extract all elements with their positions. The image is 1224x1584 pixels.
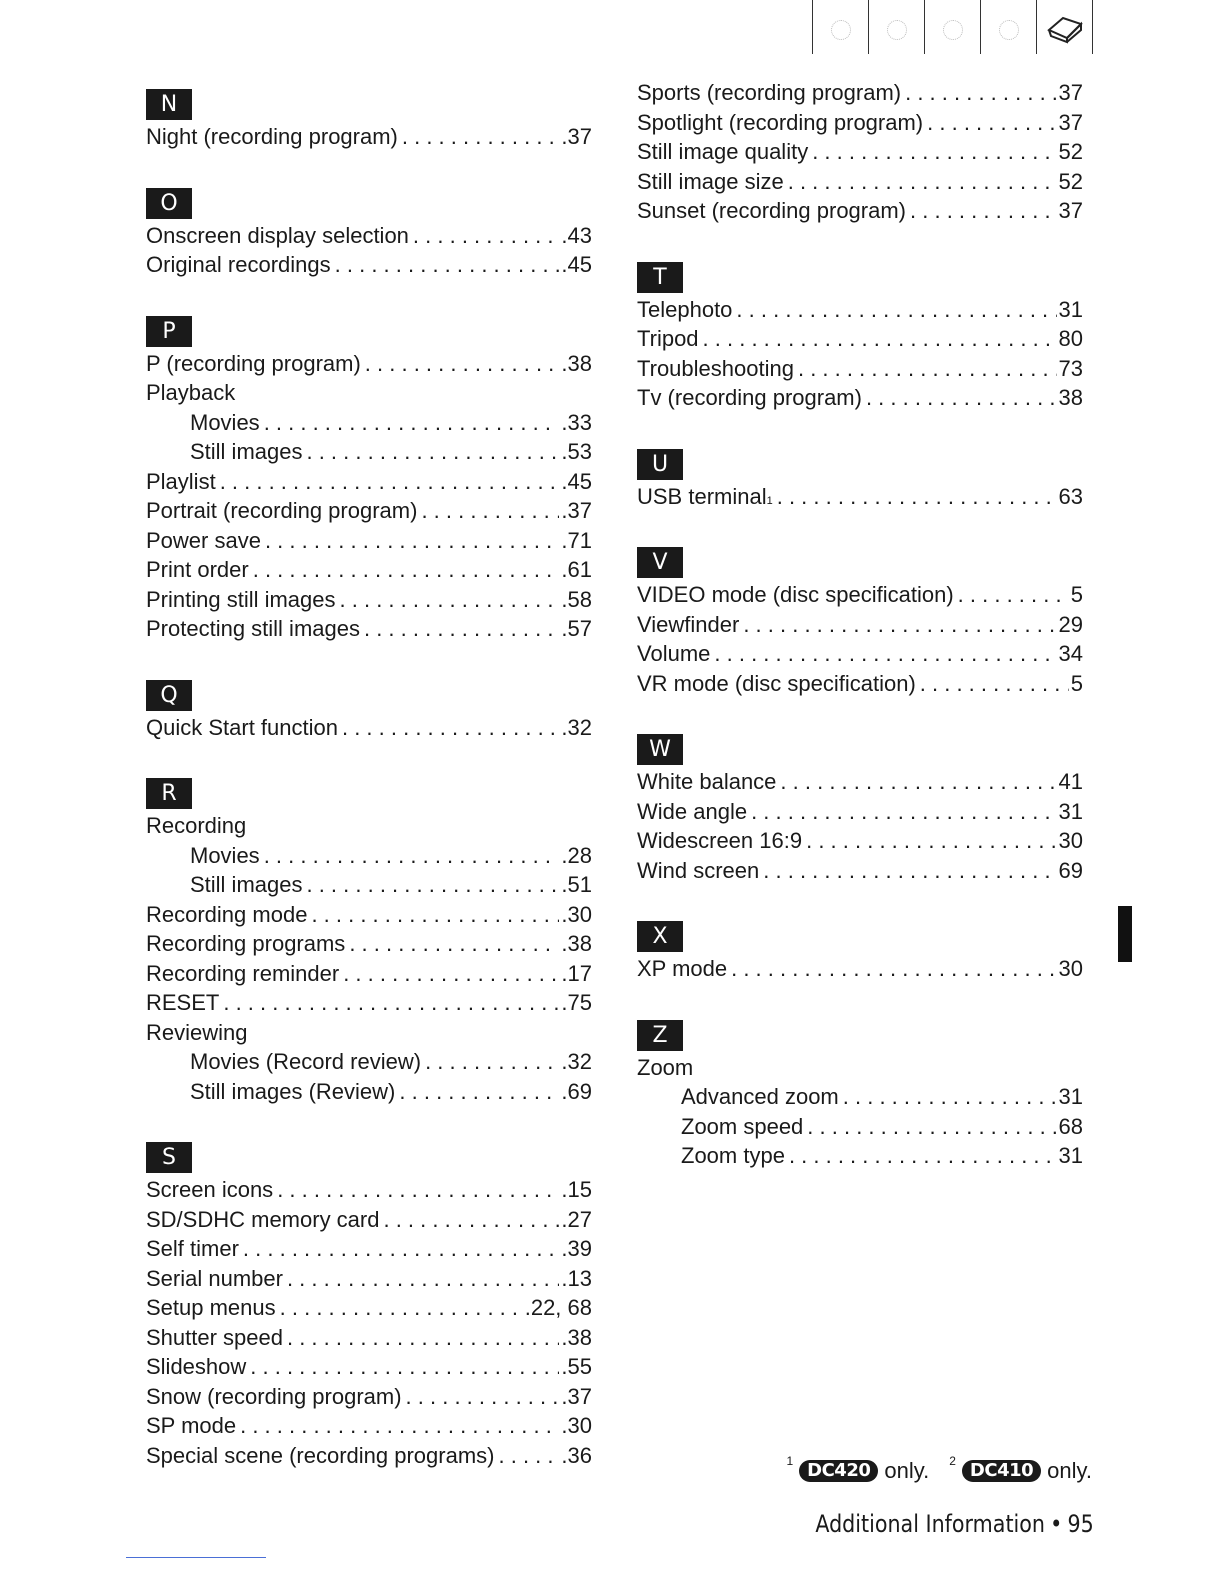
index-entry[interactable] <box>146 811 592 841</box>
page-reference[interactable]: 29 <box>1058 611 1083 637</box>
entry-label: Recording reminder <box>146 960 340 986</box>
index-entry[interactable] <box>146 1234 592 1264</box>
footnote-text: only. <box>884 1458 930 1483</box>
page-reference[interactable]: 37 <box>1058 198 1083 223</box>
page-footer <box>816 1510 1094 1538</box>
page-reference[interactable]: .75 <box>561 990 592 1015</box>
dot-leader <box>958 580 1069 610</box>
dot-leader <box>243 1234 559 1264</box>
dot-leader <box>287 1264 559 1294</box>
bottom-rule <box>126 1557 266 1558</box>
pencil-icon <box>999 20 1019 40</box>
dot-leader <box>342 713 559 743</box>
page-reference[interactable]: 73 <box>1058 355 1083 381</box>
page-reference[interactable]: .69 <box>561 1078 592 1104</box>
dot-leader <box>413 221 559 251</box>
entry-label: Zoom <box>637 1054 694 1080</box>
dot-leader <box>788 167 1057 197</box>
index-entry[interactable] <box>146 870 592 900</box>
dot-leader <box>751 797 1056 827</box>
entry-label: Wide angle <box>637 798 748 824</box>
entry-label: Troubleshooting <box>637 355 794 381</box>
entry-label: USB terminal <box>637 483 767 509</box>
dot-leader <box>277 1175 559 1205</box>
index-section <box>637 251 1083 413</box>
index-entry[interactable] <box>637 1053 1083 1083</box>
dot-leader <box>763 856 1056 886</box>
tab-gear-icon[interactable] <box>924 0 980 54</box>
dot-leader <box>425 1047 559 1077</box>
index-entry[interactable] <box>146 467 592 497</box>
page-reference[interactable]: 69 <box>1058 857 1083 883</box>
page-reference[interactable]: .45 <box>561 468 592 494</box>
page-reference[interactable]: 52 <box>1058 139 1083 164</box>
page-reference[interactable]: .17 <box>561 960 592 986</box>
entry-label: Playlist <box>146 468 216 494</box>
dot-leader <box>311 900 559 930</box>
index-entry[interactable] <box>146 1205 592 1235</box>
page-reference[interactable]: .30 <box>561 1413 592 1438</box>
index-section <box>146 305 592 644</box>
dot-leader <box>343 959 559 989</box>
sparkle-icon <box>887 20 907 40</box>
entry-label: Tv (recording program) <box>637 385 862 410</box>
entry-label: SP mode <box>146 1413 237 1438</box>
page-reference[interactable]: .38 <box>561 1324 592 1350</box>
page-reference[interactable]: .28 <box>561 842 592 868</box>
entry-label: VR mode (disc specification) <box>637 670 916 696</box>
tab-sparkle-icon[interactable] <box>868 0 924 54</box>
page-reference[interactable]: .38 <box>561 931 592 956</box>
index-entry[interactable] <box>637 108 1083 138</box>
index-entry[interactable] <box>146 713 592 743</box>
entry-label: Recording <box>146 813 247 838</box>
dot-leader <box>421 496 559 526</box>
dot-leader <box>920 669 1069 699</box>
page-reference[interactable]: 37 <box>1058 109 1083 135</box>
index-entry[interactable]: USB terminal 1 . . . 63 <box>637 482 1083 512</box>
index-entry[interactable] <box>146 1018 592 1048</box>
page-reference[interactable]: .55 <box>561 1354 592 1379</box>
index-entry[interactable] <box>146 929 592 959</box>
index-entry[interactable] <box>146 496 592 526</box>
page-reference[interactable]: 34 <box>1058 641 1083 666</box>
page-reference[interactable]: 38 <box>1058 385 1083 410</box>
entry-label: Special scene (recording programs) <box>146 1442 495 1468</box>
page-reference[interactable]: .45 <box>561 252 592 277</box>
index-entry[interactable] <box>637 610 1083 640</box>
entry-label: White balance <box>637 769 777 794</box>
index-entry[interactable] <box>146 526 592 556</box>
section-letter-heading: O <box>146 188 192 219</box>
dot-leader <box>240 1411 559 1441</box>
index-entry[interactable] <box>146 378 592 408</box>
dot-leader <box>812 137 1056 167</box>
dot-leader <box>265 526 559 556</box>
page-reference[interactable]: 30 <box>1058 828 1083 853</box>
entry-label: Onscreen display selection <box>146 222 409 248</box>
dot-leader <box>250 1352 559 1382</box>
entry-label: Recording mode <box>146 901 308 927</box>
section-letter-heading: U <box>637 449 683 480</box>
page-reference[interactable]: 80 <box>1058 326 1083 351</box>
index-entry[interactable] <box>146 1264 592 1294</box>
index-entry[interactable] <box>637 1141 1083 1171</box>
page-reference[interactable]: .58 <box>561 586 592 612</box>
tab-book-icon[interactable] <box>1036 0 1093 54</box>
index-entry[interactable] <box>146 122 592 152</box>
index-entry[interactable] <box>637 295 1083 325</box>
dot-leader <box>806 826 1056 856</box>
page-reference[interactable]: 68 <box>1058 1113 1083 1139</box>
page-reference[interactable]: .33 <box>561 409 592 435</box>
dot-leader <box>383 1205 559 1235</box>
index-entry[interactable] <box>637 1082 1083 1112</box>
index-entry[interactable] <box>146 1411 592 1441</box>
index-left-column <box>146 78 592 1495</box>
dot-leader <box>340 585 560 615</box>
dot-leader <box>798 354 1057 384</box>
entry-label: Viewfinder <box>637 611 740 637</box>
entry-label: Printing still images <box>146 586 336 612</box>
page-reference[interactable]: .37 <box>561 1383 592 1409</box>
entry-label: Playback <box>146 380 236 405</box>
entry-label: Self timer <box>146 1236 239 1261</box>
dot-leader <box>743 610 1056 640</box>
page-reference[interactable]: .37 <box>561 124 592 149</box>
dot-leader <box>866 383 1057 413</box>
dot-leader <box>402 122 560 152</box>
entry-label: Quick Start function <box>146 714 338 740</box>
entry-label: Serial number <box>146 1265 283 1291</box>
book-icon <box>1045 10 1085 46</box>
page-reference[interactable]: 31 <box>1058 1143 1083 1168</box>
footnotes <box>772 1454 1092 1484</box>
index-entry[interactable] <box>637 856 1083 886</box>
index-entry[interactable] <box>146 1441 592 1471</box>
entry-label: Still images (Review) <box>190 1078 396 1104</box>
index-entry[interactable] <box>146 437 592 467</box>
entry-label: SD/SDHC memory card <box>146 1206 380 1232</box>
dot-leader <box>306 437 559 467</box>
dot-leader <box>731 954 1056 984</box>
page-reference[interactable]: 31 <box>1058 798 1083 824</box>
dot-leader <box>714 639 1056 669</box>
index-section <box>637 78 1083 226</box>
footnote-number: 2 <box>949 1454 956 1468</box>
index-entry[interactable] <box>637 383 1083 413</box>
dot-leader <box>264 408 560 438</box>
footer-section-title: Additional Information <box>815 1510 1046 1538</box>
entry-label: Screen icons <box>146 1177 274 1202</box>
page-reference[interactable]: .32 <box>561 1049 592 1074</box>
index-entry[interactable] <box>637 954 1083 984</box>
dot-leader <box>399 1077 559 1107</box>
entry-label: Reviewing <box>146 1019 248 1045</box>
page-reference[interactable]: 63 <box>1058 483 1083 509</box>
index-section <box>146 669 592 743</box>
chapter-tabs <box>812 0 1093 56</box>
page-reference[interactable]: .71 <box>561 527 592 553</box>
entry-label: Original recordings <box>146 252 331 277</box>
dot-leader <box>364 614 559 644</box>
page-reference[interactable]: .15 <box>561 1177 592 1202</box>
dot-leader <box>927 108 1056 138</box>
page-reference[interactable]: 5 <box>1070 582 1083 607</box>
dot-leader <box>807 1112 1056 1142</box>
index-entry[interactable] <box>146 1323 592 1353</box>
page-reference[interactable]: 52 <box>1058 168 1083 194</box>
index-entry[interactable] <box>637 826 1083 856</box>
index-section <box>637 536 1083 698</box>
entry-label: Telephoto <box>637 296 733 322</box>
index-entry[interactable] <box>637 580 1083 610</box>
dot-leader <box>287 1323 559 1353</box>
dot-leader <box>349 929 559 959</box>
index-section <box>146 1131 592 1470</box>
model-badge-dc420: DC420 <box>799 1460 878 1482</box>
section-letter-heading: X <box>637 921 683 952</box>
page-number: 95 <box>1067 1510 1094 1538</box>
index-entry[interactable] <box>146 555 592 585</box>
index-entry[interactable] <box>146 250 592 280</box>
page-reference[interactable]: .43 <box>561 222 592 248</box>
index-section <box>637 1009 1083 1171</box>
model-badge-dc410: DC410 <box>962 1460 1041 1482</box>
index-section <box>146 78 592 152</box>
index-entry[interactable] <box>146 1047 592 1077</box>
section-letter-heading: Q <box>146 680 192 711</box>
section-letter-heading: R <box>146 778 192 809</box>
page-reference[interactable]: .38 <box>561 350 592 376</box>
index-entry[interactable] <box>146 585 592 615</box>
index-entry[interactable] <box>146 1352 592 1382</box>
index-entry[interactable] <box>146 988 592 1018</box>
index-section <box>637 910 1083 984</box>
index-entry[interactable] <box>637 78 1083 108</box>
page-reference[interactable]: 37 <box>1058 80 1083 105</box>
entry-label: Movies <box>190 842 260 868</box>
page-reference[interactable]: .61 <box>561 557 592 582</box>
dot-leader <box>703 324 1057 354</box>
index-entry[interactable] <box>637 639 1083 669</box>
entry-label: Wind screen <box>637 857 760 883</box>
entry-label: RESET <box>146 990 220 1015</box>
page-reference[interactable]: 5 <box>1070 670 1083 696</box>
entry-label: Zoom speed <box>681 1113 804 1139</box>
index-section <box>146 767 592 1106</box>
entry-label: Still image quality <box>637 139 809 164</box>
dot-leader <box>905 78 1056 108</box>
dot-leader <box>306 870 559 900</box>
index-entry[interactable] <box>637 196 1083 226</box>
dot-leader <box>789 1141 1057 1171</box>
entry-label: Shutter speed <box>146 1324 283 1350</box>
page-reference[interactable]: .22, 68 <box>524 1295 592 1320</box>
page-reference[interactable]: .53 <box>561 439 592 464</box>
entry-label: Recording programs <box>146 931 346 956</box>
index-entry[interactable] <box>637 1112 1083 1142</box>
page-reference[interactable]: .27 <box>561 1206 592 1232</box>
entry-label: Protecting still images <box>146 616 360 641</box>
entry-label: Snow (recording program) <box>146 1383 402 1409</box>
dot-leader <box>780 767 1056 797</box>
entry-label: Sunset (recording program) <box>637 198 907 223</box>
index-entry[interactable] <box>637 167 1083 197</box>
entry-label: Zoom type <box>681 1143 785 1168</box>
entry-label: Spotlight (recording program) <box>637 109 924 135</box>
entry-label: Advanced zoom <box>681 1084 839 1109</box>
gear-icon <box>943 20 963 40</box>
page-reference[interactable]: 41 <box>1058 769 1083 794</box>
section-thumb-marker <box>1118 906 1132 962</box>
entry-label: Portrait (recording program) <box>146 498 418 523</box>
index-section <box>146 177 592 280</box>
index-entry[interactable] <box>637 137 1083 167</box>
section-letter-heading: V <box>637 547 683 578</box>
index-section <box>637 723 1083 885</box>
page-reference[interactable]: .32 <box>561 714 592 740</box>
entry-label: VIDEO mode (disc specification) <box>637 582 954 607</box>
entry-label: Print order <box>146 557 249 582</box>
dot-leader <box>220 467 560 497</box>
index-entry[interactable] <box>146 221 592 251</box>
index-entry[interactable] <box>637 354 1083 384</box>
index-entry[interactable] <box>146 1175 592 1205</box>
index-right-column <box>637 78 1083 1196</box>
entry-label: Setup menus <box>146 1295 276 1320</box>
tab-flower-icon[interactable] <box>812 0 868 54</box>
dot-leader <box>499 1441 560 1471</box>
index-entry[interactable] <box>146 959 592 989</box>
tab-pencil-icon[interactable] <box>980 0 1036 54</box>
dot-leader <box>843 1082 1057 1112</box>
page-reference[interactable]: .13 <box>561 1265 592 1291</box>
section-letter-heading: W <box>637 734 683 765</box>
index-entry[interactable] <box>146 1382 592 1412</box>
entry-label: Still images <box>190 872 303 897</box>
dot-leader <box>365 349 560 379</box>
index-entry[interactable] <box>146 614 592 644</box>
entry-label: Movies <box>190 409 260 435</box>
entry-label: Slideshow <box>146 1354 247 1379</box>
dot-leader <box>253 555 560 585</box>
page-reference[interactable]: 31 <box>1058 296 1083 322</box>
index-entry[interactable] <box>637 324 1083 354</box>
entry-label: Widescreen 16:9 <box>637 828 803 853</box>
dot-leader <box>264 841 560 871</box>
entry-label: Tripod <box>637 326 699 351</box>
page-reference[interactable]: 31 <box>1058 1084 1083 1109</box>
page-reference[interactable]: .57 <box>561 616 592 641</box>
section-letter-heading: Z <box>637 1020 683 1051</box>
footnote-number: 1 <box>786 1454 794 1468</box>
index-entry[interactable] <box>637 767 1083 797</box>
index-entry[interactable] <box>146 408 592 438</box>
footnote-text: only. <box>1047 1458 1092 1483</box>
footer-bullet: • <box>1050 1510 1063 1538</box>
page-reference[interactable]: .39 <box>561 1236 592 1261</box>
index-section <box>637 438 1083 512</box>
index-entry[interactable] <box>146 349 592 379</box>
dot-leader <box>223 988 559 1018</box>
section-letter-heading: T <box>637 262 683 293</box>
entry-label: Still images <box>190 439 303 464</box>
section-letter-heading: S <box>146 1142 192 1173</box>
dot-leader <box>736 295 1056 325</box>
index-entry[interactable] <box>146 841 592 871</box>
entry-label: XP mode <box>637 956 728 981</box>
index-entry[interactable] <box>146 1293 592 1323</box>
page-reference[interactable]: .51 <box>561 872 592 897</box>
index-entry[interactable] <box>637 797 1083 827</box>
page-reference[interactable]: .36 <box>561 1442 592 1468</box>
page-reference[interactable]: .30 <box>561 901 592 927</box>
dot-leader <box>777 482 1057 512</box>
dot-leader <box>335 250 560 280</box>
dot-leader <box>910 196 1057 226</box>
entry-label: Night (recording program) <box>146 124 398 149</box>
index-entry[interactable] <box>146 900 592 930</box>
entry-label: Sports (recording program) <box>637 80 902 105</box>
index-entry[interactable] <box>637 669 1083 699</box>
dot-leader <box>280 1293 523 1323</box>
section-letter-heading: P <box>146 316 192 347</box>
index-entry[interactable] <box>146 1077 592 1107</box>
entry-label: Movies (Record review) <box>190 1049 422 1074</box>
section-letter-heading: N <box>146 89 192 120</box>
entry-label: P (recording program) <box>146 350 361 376</box>
page-reference[interactable]: .37 <box>561 498 592 523</box>
flower-icon <box>831 20 851 40</box>
page-reference[interactable]: 30 <box>1058 956 1083 981</box>
entry-label: Still image size <box>637 168 784 194</box>
entry-label: Volume <box>637 641 711 666</box>
entry-label: Power save <box>146 527 261 553</box>
dot-leader <box>406 1382 560 1412</box>
